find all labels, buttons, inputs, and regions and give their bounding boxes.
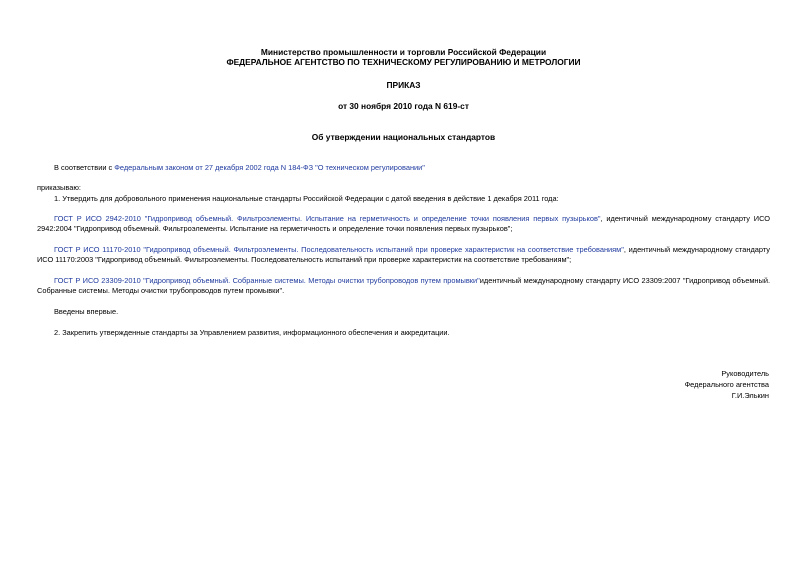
basis-paragraph [37,163,770,173]
basis-prefix: В соответствии с [54,163,115,172]
standard-link-2942[interactable]: ГОСТ Р ИСО 2942-2010 "Гидропривод объемный. Фильтроэлементы. Испытание на герметичность и определение точки появления первых пузырьков" [54,214,601,223]
ministry-title: Министерство промышленности и торговли Российской Федерации [260,47,547,57]
document-date-number: от 30 ноября 2010 года N 619-ст [338,101,469,111]
item-2-paragraph: 2. Закрепить утвержденные стандарты за Управлением развития, информационного обеспечения и аккредитации. [54,328,450,337]
standard-item [37,245,770,265]
document-subject: Об утверждении национальных стандартов [311,132,496,142]
document-type: ПРИКАЗ [386,80,421,90]
agency-title: ФЕДЕРАЛЬНОЕ АГЕНТСТВО ПО ТЕХНИЧЕСКОМУ РЕГУЛИРОВАНИЮ И МЕТРОЛОГИИ [226,57,581,67]
introduced-note: Введены впервые. [54,307,119,316]
signature-name: Г.И.Элькин [731,391,769,400]
federal-law-link[interactable]: Федеральным законом от 27 декабря 2002 года N 184-ФЗ "О техническом регулировании" [114,163,425,172]
decree-word: приказываю: [37,183,81,192]
standard-link-11170[interactable]: ГОСТ Р ИСО 11170-2010 "Гидропривод объемный. Фильтроэлементы. Последовательность испытаний при проверке характеристик на соответствие требованиям" [54,245,624,254]
signature-organization: Федерального агентства [684,380,769,389]
item-1-paragraph: 1. Утвердить для добровольного применения национальные стандарты Российской Федерации с датой введения в действие 1 декабря 2011 года: [54,194,559,203]
standard-item [37,214,770,234]
standard-description: идентичный международному стандарту ИСО 23309:2007 "Гидропривод объемный. Собранные системы. Методы очистки трубопроводов путем промывки". [37,276,770,295]
standard-description: , идентичный международному стандарту ИСО 2942:2004 "Гидропривод объемный. Фильтроэлементы. Испытание на герметичность и определение точки появления первых пузырьков"; [37,214,770,233]
standard-description: , идентичный международному стандарту ИСО 11170:2003 "Гидропривод объемный. Фильтроэлементы. Последовательность испытаний при проверке характеристик на соответствие требованиям"; [37,245,770,264]
standard-item [37,276,770,296]
signature-position: Руководитель [721,369,769,378]
standard-link-23309[interactable]: ГОСТ Р ИСО 23309-2010 "Гидропривод объемный. Собранные системы. Методы очистки трубопроводов путем промывки" [54,276,480,285]
